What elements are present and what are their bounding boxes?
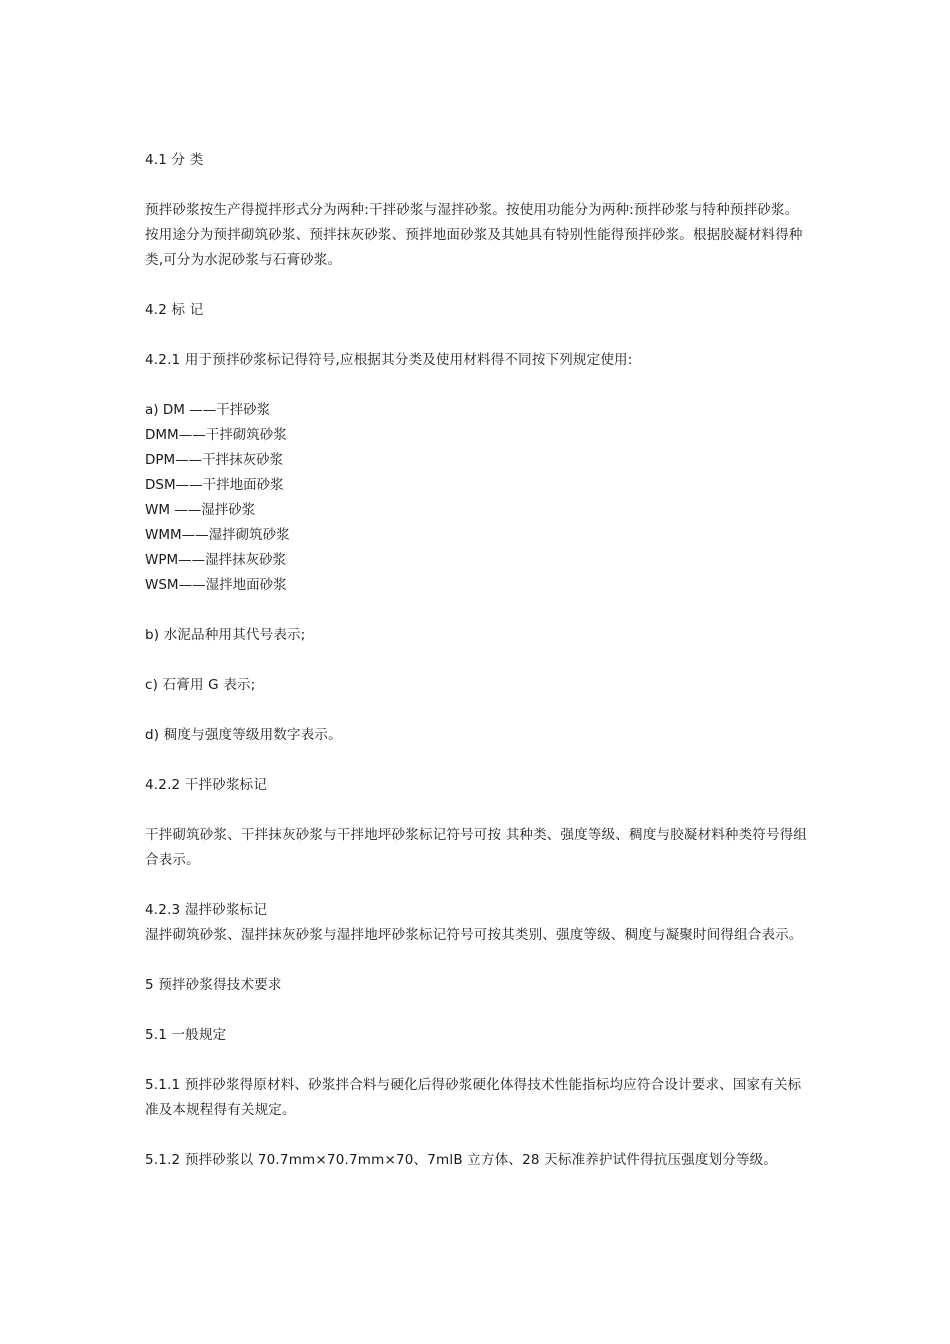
document-page [145,148,809,1173]
section-4-2-heading: 4.2 标 记 [145,302,204,318]
section-5-1-1-body: 5.1.1 预拌砂浆得原材料、砂浆拌合料与硬化后得砂浆硬化体得技术性能指标均应符合设计要求、国家有关标准及本规程得有关规定。 [145,1077,802,1118]
list-item: WSM——湿拌地面砂浆 [145,577,287,593]
list-item: WPM——湿拌抹灰砂浆 [145,552,287,568]
section-4-2-3-body: 湿拌砌筑砂浆、湿拌抹灰砂浆与湿拌地坪砂浆标记符号可按其类别、强度等级、稠度与凝聚时间得组合表示。 [145,927,803,943]
list-item: WMM——湿拌砌筑砂浆 [145,527,290,543]
section-4-2-3-heading: 4.2.3 湿拌砂浆标记 [145,902,268,918]
symbol-list [145,398,809,598]
list-item: DSM——干拌地面砂浆 [145,477,284,493]
item-d: d) 稠度与强度等级用数字表示。 [145,727,342,743]
list-item: a) DM ——干拌砂浆 [145,402,271,418]
section-4-2-2-body: 干拌砌筑砂浆、干拌抹灰砂浆与干拌地坪砂浆标记符号可按 其种类、强度等级、稠度与胶凝材料种类符号得组合表示。 [145,827,808,868]
section-4-2-1-body: 4.2.1 用于预拌砂浆标记得符号,应根据其分类及使用材料得不同按下列规定使用: [145,352,633,368]
section-5-heading: 5 预拌砂浆得技术要求 [145,977,282,993]
list-item: WM ——湿拌砂浆 [145,502,256,518]
section-4-2-2-heading: 4.2.2 干拌砂浆标记 [145,777,268,793]
list-item: DPM——干拌抹灰砂浆 [145,452,284,468]
section-5-1-2-body: 5.1.2 预拌砂浆以 70.7mm×70.7mm×70、7mlB 立方体、28 天标准养护试件得抗压强度划分等级。 [145,1152,778,1168]
section-4-1-body: 预拌砂浆按生产得搅拌形式分为两种:干拌砂浆与湿拌砂浆。按使用功能分为两种:预拌砂浆与特种预拌砂浆。按用途分为预拌砌筑砂浆、预拌抹灰砂浆、预拌地面砂浆及其她具有特别性能得预拌砂浆。根据胶凝材料得种类,可分为水泥砂浆与石膏砂浆。 [145,202,803,268]
item-b: b) 水泥品种用其代号表示; [145,627,306,643]
section-5-1-heading: 5.1 一般规定 [145,1027,227,1043]
list-item: DMM——干拌砌筑砂浆 [145,427,287,443]
item-c: c) 石膏用 G 表示; [145,677,256,693]
section-4-1-heading: 4.1 分 类 [145,152,204,168]
